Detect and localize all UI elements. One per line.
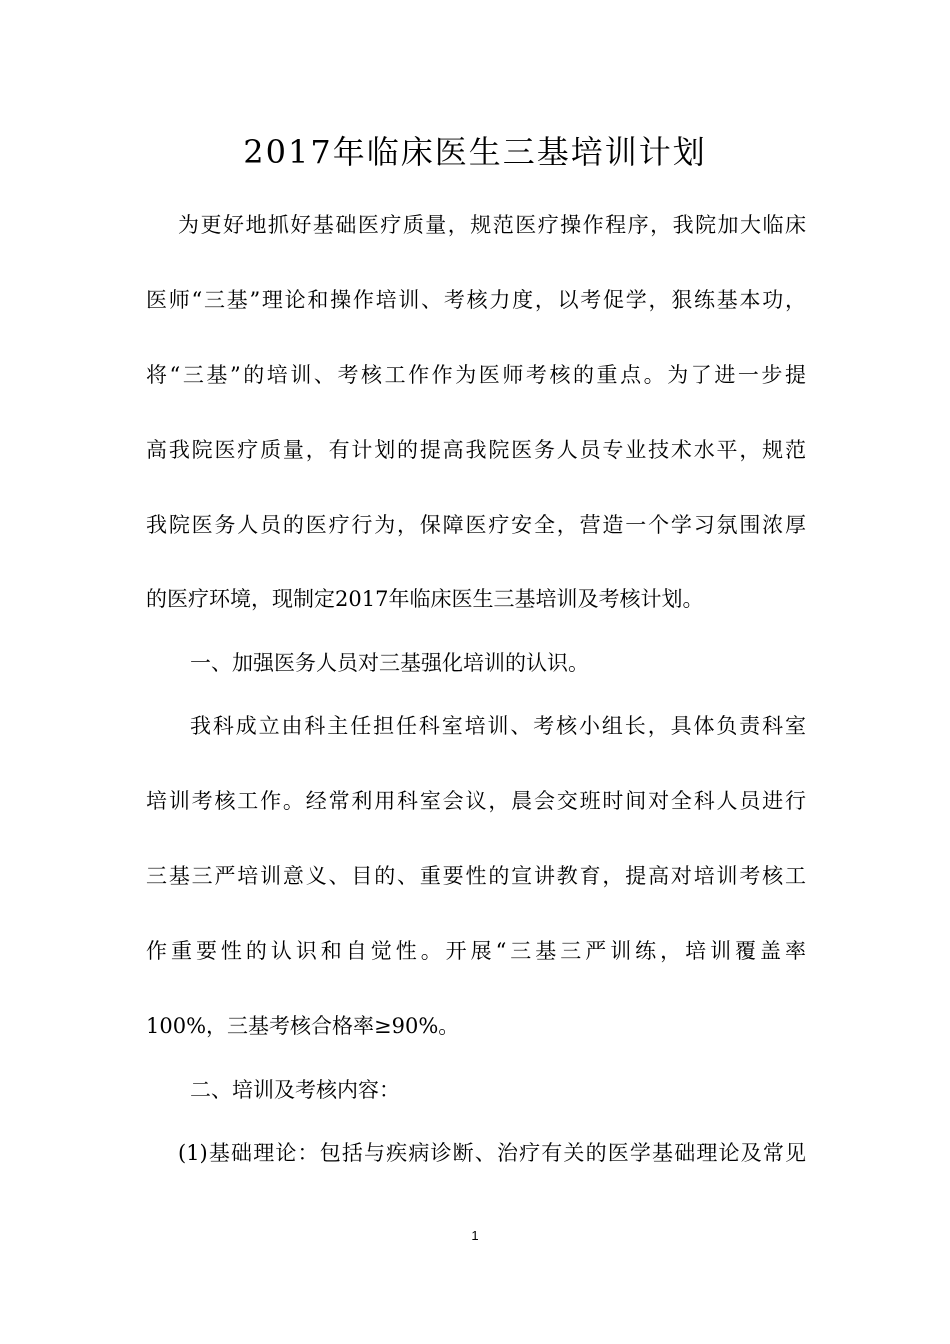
paragraph-line: 我院医务人员的医疗行为，保障医疗安全，营造一个学习氛围浓厚 xyxy=(146,513,806,537)
paragraph-line: 三基三严培训意义、目的、重要性的宣讲教育，提高对培训考核工 xyxy=(146,864,806,888)
paragraph-line: 高我院医疗质量，有计划的提高我院医务人员专业技术水平，规范 xyxy=(146,438,806,462)
section-heading: 一、加强医务人员对三基强化培训的认识。 xyxy=(190,651,589,675)
paragraph-line: (1)基础理论：包括与疾病诊断、治疗有关的医学基础理论及常见 xyxy=(178,1141,806,1165)
paragraph-line: 培训考核工作。经常利用科室会议，晨会交班时间对全科人员进行 xyxy=(146,789,806,813)
document-title: 2017年临床医生三基培训计划 xyxy=(243,133,707,171)
paragraph-line: 作重要性的认识和自觉性。开展“三基三严训练，培训覆盖率 xyxy=(146,939,806,963)
section-heading: 二、培训及考核内容： xyxy=(190,1078,400,1102)
paragraph-line: 为更好地抓好基础医疗质量，规范医疗操作程序，我院加大临床 xyxy=(178,213,806,237)
paragraph-line: 医师“三基”理论和操作培训、考核力度，以考促学，狠练基本功， xyxy=(146,288,806,312)
paragraph-line: 100%，三基考核合格率≥90%。 xyxy=(146,1014,460,1038)
paragraph-line: 的医疗环境，现制定2017年临床医生三基培训及考核计划。 xyxy=(146,587,704,611)
page-number: 1 xyxy=(471,1228,479,1243)
paragraph-line: 将“三基”的培训、考核工作作为医师考核的重点。为了进一步提 xyxy=(146,363,806,387)
paragraph-line: 我科成立由科主任担任科室培训、考核小组长，具体负责科室 xyxy=(190,714,806,738)
